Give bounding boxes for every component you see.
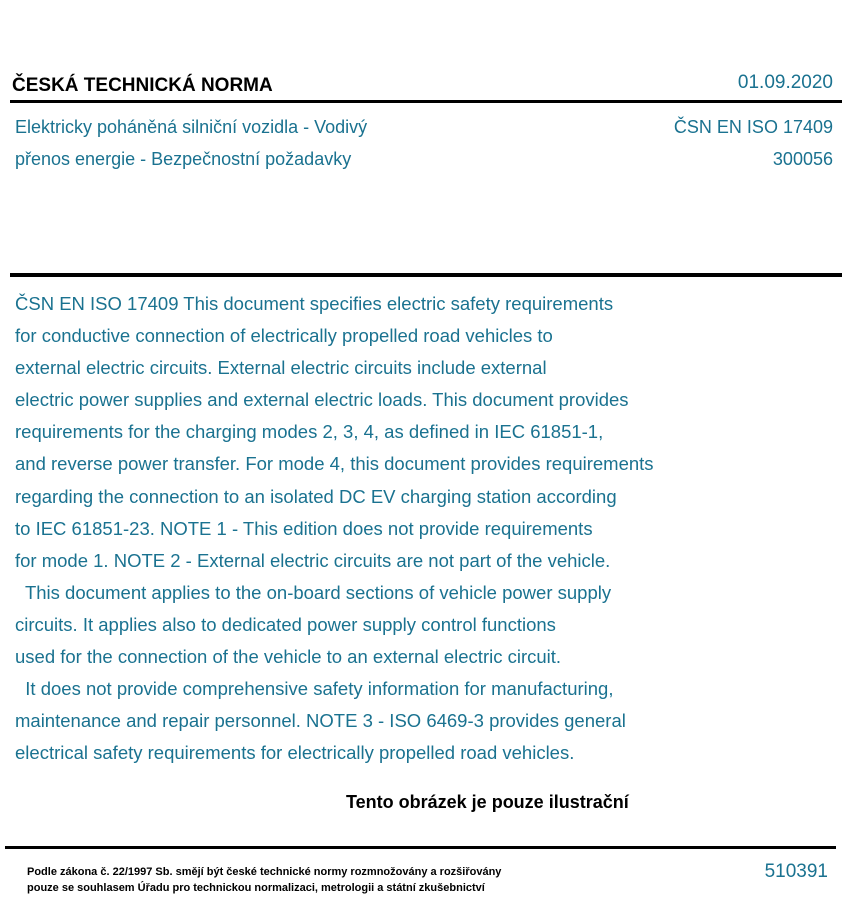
abstract-line: for conductive connection of electrically propelled road vehicles to bbox=[15, 325, 553, 347]
header-divider bbox=[10, 100, 842, 103]
catalog-number: 300056 bbox=[772, 149, 833, 169]
abstract-line: requirements for the charging modes 2, 3, 4, as defined in IEC 61851-1, bbox=[15, 421, 604, 443]
document-title-line-2: přenos energie - Bezpečnostní požadavky bbox=[15, 149, 352, 169]
abstract-line: circuits. It applies also to dedicated power supply control functions bbox=[15, 613, 556, 635]
abstract-line: electric power supplies and external electric loads. This document provides bbox=[15, 389, 629, 411]
abstract-line: for mode 1. NOTE 2 - External electric circuits are not part of the vehicle. bbox=[15, 549, 611, 571]
document-title-line-1: Elektricky poháněná silniční vozidla - Vodivý bbox=[15, 117, 368, 137]
abstract-line: electrical safety requirements for electrically propelled road vehicles. bbox=[15, 742, 575, 764]
illustration-notice: Tento obrázek je pouze ilustrační bbox=[346, 792, 629, 812]
abstract-line: This document applies to the on-board sections of vehicle power supply bbox=[15, 581, 612, 603]
abstract-line: maintenance and repair personnel. NOTE 3 - ISO 6469-3 provides general bbox=[15, 710, 626, 732]
abstract-line: ČSN EN ISO 17409 This document specifies electric safety requirements bbox=[15, 293, 614, 314]
section-divider bbox=[10, 273, 842, 277]
legal-notice-line-2: pouze se souhlasem Úřadu pro technickou normalizaci, metrologii a státní zkušebnictví bbox=[27, 882, 485, 894]
standard-heading: ČESKÁ TECHNICKÁ NORMA bbox=[12, 75, 273, 96]
legal-notice-line-1: Podle zákona č. 22/1997 Sb. smějí být české technické normy rozmnožovány a rozšiřovány bbox=[27, 866, 502, 878]
legal-notice bbox=[27, 864, 501, 896]
abstract-text bbox=[15, 288, 850, 769]
abstract-line: and reverse power transfer. For mode 4, this document provides requirements bbox=[15, 453, 654, 475]
abstract-line: external electric circuits. External electric circuits include external bbox=[15, 357, 547, 379]
standard-code: ČSN EN ISO 17409 bbox=[673, 117, 833, 137]
abstract-line: regarding the connection to an isolated DC EV charging station according bbox=[15, 485, 617, 507]
abstract-line: It does not provide comprehensive safety information for manufacturing, bbox=[15, 678, 614, 700]
abstract-line: to IEC 61851-23. NOTE 1 - This edition does not provide requirements bbox=[15, 517, 593, 539]
footer-divider bbox=[5, 846, 836, 849]
abstract-line: used for the connection of the vehicle to an external electric circuit. bbox=[15, 646, 562, 668]
publication-date: 01.09.2020 bbox=[737, 72, 833, 93]
footer-code: 510391 bbox=[764, 861, 828, 882]
